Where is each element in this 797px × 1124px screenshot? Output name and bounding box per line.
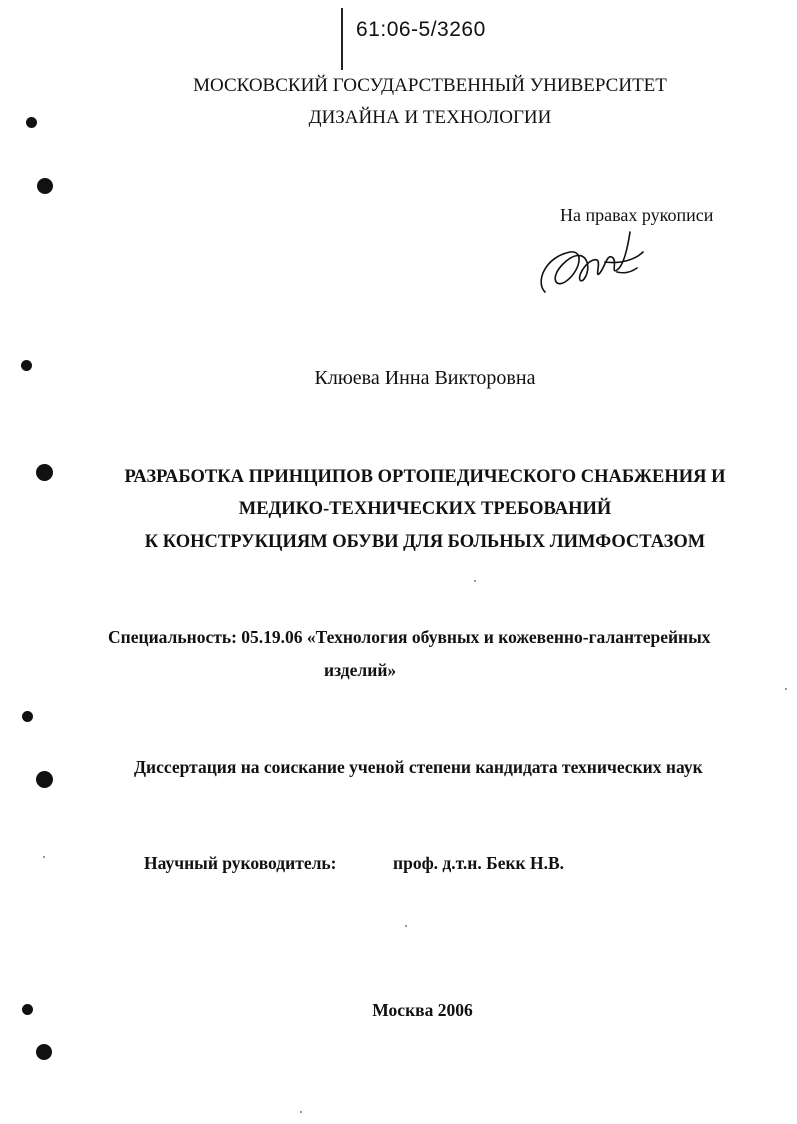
thesis-title-line1: РАЗРАБОТКА ПРИНЦИПОВ ОРТОПЕДИЧЕСКОГО СНАБЖЕНИЯ И (124, 467, 726, 487)
archive-code: 61:06-5/3260 (356, 18, 486, 41)
scan-speck (300, 1111, 302, 1113)
scan-speck (474, 580, 476, 582)
author-name: Клюева Инна Викторовна (314, 367, 536, 389)
university-name-line1: МОСКОВСКИЙ ГОСУДАРСТВЕННЫЙ УНИВЕРСИТЕТ (193, 75, 667, 96)
thesis-title-line2: МЕДИКО-ТЕХНИЧЕСКИХ ТРЕБОВАНИЙ (238, 499, 612, 519)
city-year: Москва 2006 (372, 1000, 473, 1020)
supervisor-label: Научный руководитель: (144, 853, 337, 873)
punch-hole (21, 360, 32, 371)
scan-speck (405, 925, 407, 927)
punch-hole (22, 1004, 33, 1015)
punch-hole (36, 1044, 52, 1060)
punch-hole (26, 117, 37, 128)
handwritten-signature (535, 222, 655, 302)
punch-hole (36, 464, 53, 481)
thesis-title-line3: К КОНСТРУКЦИЯМ ОБУВИ ДЛЯ БОЛЬНЫХ ЛИМФОСТАЗОМ (144, 532, 706, 552)
scan-speck (785, 688, 787, 690)
supervisor-name: проф. д.т.н. Бекк Н.В. (393, 853, 565, 873)
manuscript-rights-note: На правах рукописи (560, 205, 714, 225)
punch-hole (36, 771, 53, 788)
punch-hole (22, 711, 33, 722)
scan-speck (43, 856, 45, 858)
university-name-line2: ДИЗАЙНА И ТЕХНОЛОГИИ (308, 107, 552, 128)
archive-stamp-line (341, 8, 343, 70)
punch-hole (37, 178, 53, 194)
specialty-line2: изделий» (324, 660, 397, 680)
dissertation-degree: Диссертация на соискание ученой степени кандидата технических наук (134, 757, 703, 777)
specialty-line1: Специальность: 05.19.06 «Технология обувных и кожевенно-галантерейных (108, 627, 711, 647)
